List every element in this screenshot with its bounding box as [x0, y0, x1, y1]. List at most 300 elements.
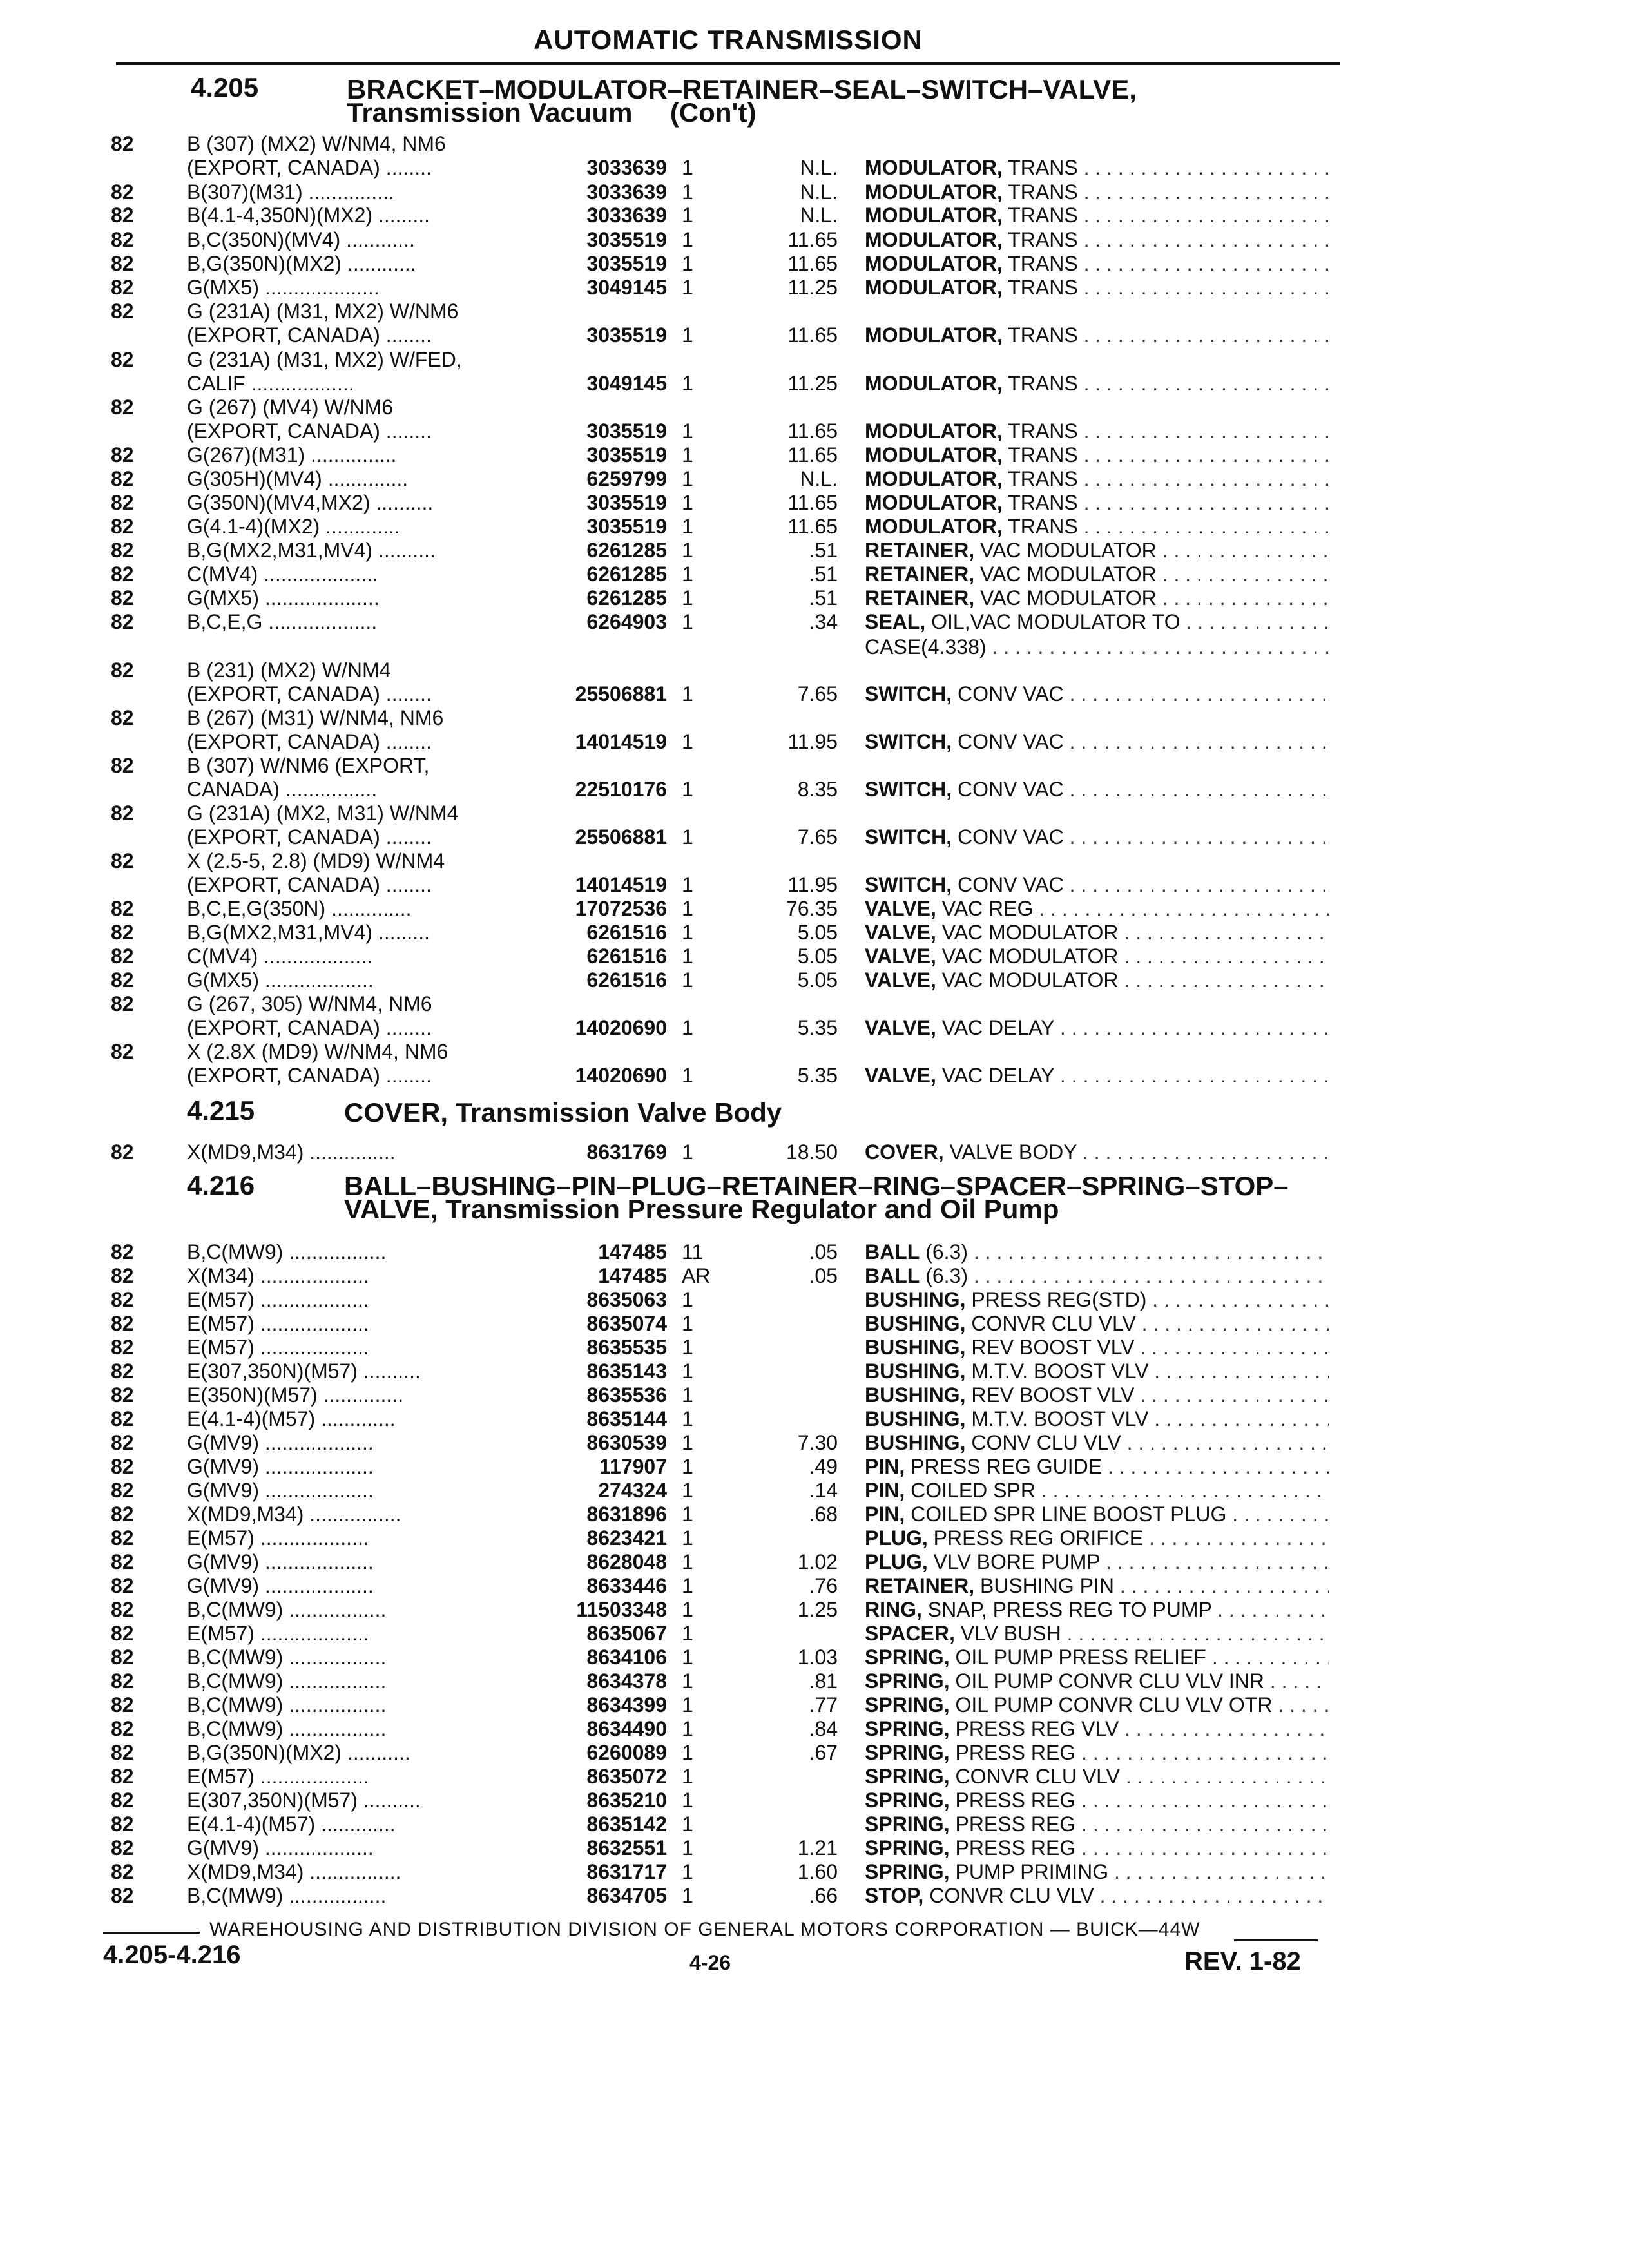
row-model-description: (EXPORT, CANADA) ........	[187, 419, 432, 443]
row-part-name	[865, 1240, 1329, 1264]
row-year: 82	[111, 132, 134, 155]
row-part-number: 8634490	[586, 1717, 667, 1740]
section-number-4215: 4.215	[187, 1095, 255, 1126]
row-part-number: 3035519	[586, 252, 667, 275]
row-price: 1.21	[797, 1836, 838, 1860]
row-part-noun: VALVE,	[865, 897, 936, 920]
row-part-name	[865, 1455, 1329, 1479]
row-year: 82	[111, 1622, 134, 1645]
row-part-qualifier: REV BOOST VLV	[965, 1336, 1135, 1359]
row-part-number: 3033639	[586, 180, 667, 204]
row-quantity: 1	[682, 515, 693, 538]
row-part-noun: SPRING,	[865, 1836, 950, 1860]
row-quantity: 1	[682, 562, 693, 586]
row-model-description: E(M57) ...................	[187, 1312, 369, 1335]
row-quantity: 1	[682, 1812, 693, 1836]
row-model-description: E(4.1-4)(M57) .............	[187, 1407, 396, 1430]
row-part-noun: SPRING,	[865, 1741, 950, 1764]
row-quantity: 1	[682, 1574, 693, 1597]
row-part-noun: VALVE,	[865, 945, 936, 968]
row-part-qualifier: COILED SPR	[905, 1479, 1036, 1502]
row-price: 11.65	[787, 515, 838, 538]
row-part-name	[865, 204, 1329, 227]
row-year: 82	[111, 1431, 134, 1454]
row-year: 82	[111, 1693, 134, 1716]
row-part-number: 3049145	[586, 276, 667, 299]
row-part-number: 8635074	[586, 1312, 667, 1335]
row-price: 11.65	[787, 252, 838, 275]
row-part-number: 11503348	[576, 1598, 667, 1621]
row-part-number: 6260089	[586, 1741, 667, 1764]
row-quantity: 1	[682, 682, 693, 706]
row-part-noun: RETAINER,	[865, 562, 975, 586]
row-price: .51	[809, 586, 838, 610]
row-quantity: AR	[682, 1264, 711, 1287]
row-part-qualifier: VAC MODULATOR	[974, 539, 1157, 562]
row-part-qualifier: TRANS	[1002, 491, 1078, 514]
row-model-description: B,C,E,G ...................	[187, 610, 378, 633]
row-price: 7.65	[797, 682, 838, 706]
row-part-qualifier: VAC DELAY	[936, 1064, 1055, 1087]
row-part-number: 8634705	[586, 1884, 667, 1907]
row-part-qualifier: TRANS	[1002, 372, 1078, 395]
row-part-noun: MODULATOR,	[865, 372, 1003, 395]
row-price: 5.05	[797, 968, 838, 992]
row-year: 82	[111, 1550, 134, 1573]
row-year: 82	[111, 586, 134, 610]
row-part-number: 8635536	[586, 1383, 667, 1407]
row-part-qualifier: OIL PUMP PRESS RELIEF	[949, 1646, 1206, 1669]
row-model-description: B,G(MX2,M31,MV4) ..........	[187, 539, 436, 562]
row-part-qualifier: TRANS	[1002, 443, 1078, 466]
row-model-description: C(MV4) ....................	[187, 562, 378, 586]
row-part-noun: SWITCH,	[865, 873, 952, 896]
row-part-noun: MODULATOR,	[865, 156, 1003, 179]
row-year: 82	[111, 467, 134, 490]
row-part-noun: BUSHING,	[865, 1407, 966, 1430]
row-part-name	[865, 562, 1329, 586]
row-quantity: 1	[682, 443, 693, 466]
row-part-noun: MODULATOR,	[865, 180, 1003, 204]
row-quantity: 1	[682, 968, 693, 992]
row-model-description: X(M34) ...................	[187, 1264, 369, 1287]
row-quantity: 1	[682, 778, 693, 801]
row-price: .67	[809, 1741, 838, 1764]
row-part-name	[865, 467, 1329, 491]
row-part-name	[865, 1064, 1329, 1088]
row-part-noun: MODULATOR,	[865, 467, 1003, 490]
row-model-description: B(4.1-4,350N)(MX2) .........	[187, 204, 430, 227]
row-year: 82	[111, 228, 134, 251]
row-year: 82	[111, 1455, 134, 1478]
row-part-name	[865, 1312, 1329, 1336]
row-part-qualifier: TRANS	[1002, 323, 1078, 347]
row-model-description: B,G(MX2,M31,MV4) .........	[187, 921, 430, 944]
row-model-description: G (267) (MV4) W/NM6	[187, 396, 394, 419]
row-part-qualifier: M.T.V. BOOST VLV	[965, 1407, 1149, 1430]
row-price: .51	[809, 562, 838, 586]
row-quantity: 1	[682, 1646, 693, 1669]
row-part-qualifier: CONV CLU VLV	[965, 1431, 1121, 1454]
row-part-number: 6261285	[586, 586, 667, 610]
row-part-number: 8635067	[586, 1622, 667, 1645]
row-year: 82	[111, 1288, 134, 1311]
row-part-qualifier: BUSHING PIN	[974, 1574, 1114, 1597]
row-model-description: B (231) (MX2) W/NM4	[187, 658, 391, 682]
row-model-description: CALIF ..................	[187, 372, 354, 395]
row-part-qualifier: TRANS	[1002, 180, 1078, 204]
row-model-description: B,C(MW9) .................	[187, 1646, 387, 1669]
row-part-name	[865, 1836, 1329, 1860]
row-year: 82	[111, 396, 134, 419]
row-part-name	[865, 1884, 1329, 1908]
row-model-description: G(267)(M31) ...............	[187, 443, 397, 466]
row-part-qualifier: COILED SPR LINE BOOST PLUG	[905, 1503, 1227, 1526]
row-part-noun: VALVE,	[865, 1016, 936, 1039]
row-part-noun: PLUG,	[865, 1550, 928, 1573]
row-price: 18.50	[786, 1140, 838, 1164]
row-part-qualifier: PRESS REG(STD)	[965, 1288, 1147, 1311]
row-part-qualifier: PRESS REG	[949, 1812, 1076, 1836]
row-part-name	[865, 1431, 1329, 1455]
row-part-name	[865, 323, 1329, 347]
row-quantity: 1	[682, 1336, 693, 1359]
row-price: 11.65	[787, 228, 838, 251]
row-price: 11.65	[787, 443, 838, 466]
row-model-description: G (231A) (M31, MX2) W/FED,	[187, 348, 462, 371]
row-year: 82	[111, 968, 134, 992]
row-part-noun: COVER,	[865, 1140, 944, 1164]
row-year: 82	[111, 1884, 134, 1907]
row-part-qualifier: (6.3)	[920, 1240, 968, 1264]
row-year: 82	[111, 180, 134, 204]
row-part-number: 6261285	[586, 539, 667, 562]
row-quantity: 1	[682, 156, 693, 179]
row-part-number: 8635072	[586, 1765, 667, 1788]
section-title-4205-line1: BRACKET–MODULATOR–RETAINER–SEAL–SWITCH–VALVE,	[347, 74, 1137, 104]
row-part-name	[865, 156, 1329, 180]
row-part-noun: STOP,	[865, 1884, 924, 1907]
row-part-qualifier: TRANS	[1002, 276, 1078, 299]
row-price: 1.60	[797, 1860, 838, 1883]
row-part-qualifier: CONVR CLU VLV	[965, 1312, 1136, 1335]
row-part-qualifier: VAC MODULATOR	[936, 945, 1119, 968]
row-part-noun: BUSHING,	[865, 1431, 966, 1454]
row-part-qualifier: OIL PUMP CONVR CLU VLV OTR	[949, 1693, 1273, 1716]
row-year: 82	[111, 1789, 134, 1812]
row-part-qualifier: PRESS REG ORIFICE	[927, 1526, 1144, 1550]
row-part-name	[865, 276, 1329, 300]
row-quantity: 1	[682, 1669, 693, 1693]
row-year: 82	[111, 1741, 134, 1764]
row-part-name	[865, 1288, 1329, 1312]
row-price: 5.35	[797, 1016, 838, 1039]
row-quantity: 1	[682, 1407, 693, 1430]
row-part-noun: PIN,	[865, 1479, 905, 1502]
row-price: .66	[809, 1884, 838, 1907]
row-model-description: X(MD9,M34) ................	[187, 1503, 401, 1526]
row-part-noun: SPRING,	[865, 1717, 950, 1740]
row-part-number: 3035519	[586, 443, 667, 466]
row-part-qualifier: OIL PUMP CONVR CLU VLV INR	[949, 1669, 1264, 1693]
row-part-number: 8635535	[586, 1336, 667, 1359]
row-model-description: B,C(MW9) .................	[187, 1240, 387, 1264]
row-quantity: 1	[682, 1360, 693, 1383]
row-price: 11.95	[787, 730, 838, 753]
section-title-4216-line2: VALVE, Transmission Pressure Regulator and Oil Pump	[344, 1194, 1059, 1224]
row-price: 1.25	[797, 1598, 838, 1621]
row-part-number: 3035519	[586, 228, 667, 251]
row-quantity: 1	[682, 825, 693, 849]
row-part-noun: SWITCH,	[865, 682, 952, 706]
row-part-number: 147485	[598, 1264, 667, 1287]
row-part-name	[865, 778, 1329, 802]
row-year: 82	[111, 706, 134, 729]
row-part-noun: VALVE,	[865, 1064, 936, 1087]
row-year: 82	[111, 1526, 134, 1550]
row-model-description: G(MV9) ...................	[187, 1455, 374, 1478]
row-part-qualifier: CONV VAC	[952, 730, 1064, 753]
row-model-description: E(307,350N)(M57) ..........	[187, 1789, 421, 1812]
row-part-number: 6261516	[586, 945, 667, 968]
row-part-qualifier: REV BOOST VLV	[965, 1383, 1135, 1407]
row-model-description: E(350N)(M57) ..............	[187, 1383, 404, 1407]
row-year: 82	[111, 1360, 134, 1383]
row-part-noun: RING,	[865, 1598, 922, 1621]
row-part-number: 3033639	[586, 204, 667, 227]
row-price: 11.25	[787, 276, 838, 299]
row-year: 82	[111, 300, 134, 323]
row-model-description: G(MV9) ...................	[187, 1431, 374, 1454]
row-quantity: 1	[682, 491, 693, 514]
row-quantity: 1	[682, 1288, 693, 1311]
row-part-name	[865, 1789, 1329, 1812]
row-part-name	[865, 1383, 1329, 1407]
row-price: N.L.	[800, 156, 838, 179]
row-part-qualifier: OIL,VAC MODULATOR TO	[925, 610, 1181, 633]
row-part-noun: BUSHING,	[865, 1288, 966, 1311]
row-price: .81	[809, 1669, 838, 1693]
row-price: .68	[809, 1503, 838, 1526]
row-part-noun: BUSHING,	[865, 1336, 966, 1359]
section-number-4205: 4.205	[191, 72, 259, 102]
row-part-name	[865, 1264, 1329, 1288]
row-model-description: G(MV9) ...................	[187, 1836, 374, 1860]
row-model-description: E(M57) ...................	[187, 1622, 369, 1645]
row-part-name	[865, 1741, 1329, 1765]
row-model-description: G(MV9) ...................	[187, 1550, 374, 1573]
row-part-qualifier: TRANS	[1002, 467, 1078, 490]
row-model-description: (EXPORT, CANADA) ........	[187, 1016, 432, 1039]
row-model-description: B,C(350N)(MV4) ............	[187, 228, 415, 251]
row-part-noun: MODULATOR,	[865, 515, 1003, 538]
row-year: 82	[111, 1646, 134, 1669]
row-quantity: 1	[682, 1064, 693, 1087]
row-part-qualifier: VAC MODULATOR	[974, 562, 1157, 586]
row-price: 1.03	[797, 1646, 838, 1669]
row-year: 82	[111, 1860, 134, 1883]
row-part-name	[865, 180, 1329, 204]
row-year: 82	[111, 1240, 134, 1264]
row-model-description: B(307)(M31) ...............	[187, 180, 394, 204]
row-part-noun: MODULATOR,	[865, 419, 1003, 443]
row-year: 82	[111, 1765, 134, 1788]
row-year: 82	[111, 1812, 134, 1836]
row-part-number: 8631769	[586, 1140, 667, 1164]
row-model-description: B (307) (MX2) W/NM4, NM6	[187, 132, 446, 155]
row-part-qualifier: TRANS	[1002, 156, 1078, 179]
row-quantity: 1	[682, 873, 693, 896]
row-price: .14	[809, 1479, 838, 1502]
row-part-noun: MODULATOR,	[865, 276, 1003, 299]
row-part-number: 14020690	[575, 1016, 667, 1039]
row-part-name	[865, 682, 1329, 706]
row-part-noun: MODULATOR,	[865, 323, 1003, 347]
row-part-qualifier: VAC REG	[936, 897, 1034, 920]
row-part-noun: RETAINER,	[865, 1574, 975, 1597]
row-quantity: 1	[682, 945, 693, 968]
row-part-qualifier: TRANS	[1002, 204, 1078, 227]
row-part-number: 8635142	[586, 1812, 667, 1836]
row-quantity: 1	[682, 228, 693, 251]
row-part-qualifier: CONV VAC	[952, 682, 1064, 706]
row-part-name	[865, 1717, 1329, 1741]
row-model-description: G(350N)(MV4,MX2) ..........	[187, 491, 434, 514]
row-price: N.L.	[800, 180, 838, 204]
row-part-number: 3035519	[586, 491, 667, 514]
row-model-description: CANADA) ................	[187, 778, 378, 801]
row-part-noun: SPRING,	[865, 1693, 950, 1716]
row-part-name	[865, 1646, 1329, 1669]
row-price: .34	[809, 610, 838, 633]
footer-page-number: 4-26	[689, 1951, 731, 1974]
footer-revision: REV. 1-82	[1184, 1947, 1301, 1975]
row-model-description: X (2.5-5, 2.8) (MD9) W/NM4	[187, 849, 445, 872]
row-part-qualifier: TRANS	[1002, 419, 1078, 443]
row-model-description: B (307) W/NM6 (EXPORT,	[187, 754, 430, 777]
row-model-description: (EXPORT, CANADA) ........	[187, 323, 432, 347]
row-model-description: G(MV9) ...................	[187, 1479, 374, 1502]
page-header: AUTOMATIC TRANSMISSION	[534, 24, 923, 55]
row-part-number: 8623421	[586, 1526, 667, 1550]
row-year: 82	[111, 1264, 134, 1287]
row-part-number: 274324	[598, 1479, 667, 1502]
row-part-number: 8630539	[586, 1431, 667, 1454]
row-price: 11.25	[787, 372, 838, 395]
row-part-number: 117907	[599, 1455, 667, 1478]
row-part-noun: SWITCH,	[865, 778, 952, 801]
row-part-noun: BUSHING,	[865, 1360, 966, 1383]
row-part-noun: MODULATOR,	[865, 228, 1003, 251]
row-year: 82	[111, 992, 134, 1015]
row-year: 82	[111, 443, 134, 466]
row-part-number: 3035519	[586, 419, 667, 443]
row-model-description: (EXPORT, CANADA) ........	[187, 825, 432, 849]
row-part-name	[865, 945, 1329, 968]
row-price: N.L.	[800, 204, 838, 227]
row-part-noun: VALVE,	[865, 921, 936, 944]
row-model-description: G(MV9) ...................	[187, 1574, 374, 1597]
row-model-description: G (231A) (M31, MX2) W/NM6	[187, 300, 459, 323]
row-part-name	[865, 515, 1329, 539]
row-part-number: 8635143	[586, 1360, 667, 1383]
row-part-name	[865, 730, 1329, 754]
row-model-description: E(M57) ...................	[187, 1765, 369, 1788]
row-model-description: X (2.8X (MD9) W/NM4, NM6	[187, 1040, 448, 1063]
row-part-qualifier: PRESS REG VLV	[949, 1717, 1119, 1740]
row-part-noun: PLUG,	[865, 1526, 928, 1550]
row-part-number: 8635210	[586, 1789, 667, 1812]
row-part-name	[865, 372, 1329, 396]
row-price: 11.65	[787, 419, 838, 443]
section-title-4205-line2: Transmission Vacuum (Con't)	[347, 97, 757, 128]
row-quantity: 1	[682, 323, 693, 347]
row-year: 82	[111, 276, 134, 299]
row-quantity: 11	[682, 1240, 704, 1264]
row-part-number: 6261285	[586, 562, 667, 586]
row-model-description: B,C,E,G(350N) ..............	[187, 897, 412, 920]
row-quantity: 1	[682, 252, 693, 275]
row-quantity: 1	[682, 1860, 693, 1883]
row-part-noun: RETAINER,	[865, 539, 975, 562]
row-part-name	[865, 1669, 1329, 1693]
row-year: 82	[111, 658, 134, 682]
row-price: 11.65	[787, 323, 838, 347]
row-price: 7.65	[797, 825, 838, 849]
row-part-number: 8631896	[586, 1503, 667, 1526]
row-year: 82	[111, 1407, 134, 1430]
row-part-noun: SPRING,	[865, 1669, 950, 1693]
row-price: .05	[809, 1264, 838, 1287]
row-quantity: 1	[682, 1431, 693, 1454]
row-part-name	[865, 1693, 1329, 1717]
row-part-name	[865, 873, 1329, 897]
row-part-noun: RETAINER,	[865, 586, 975, 610]
row-model-description: E(307,350N)(M57) ..........	[187, 1360, 421, 1383]
row-part-noun: PIN,	[865, 1503, 905, 1526]
row-part-name	[865, 1526, 1329, 1550]
row-part-qualifier: TRANS	[1002, 515, 1078, 538]
row-part-noun: SEAL,	[865, 610, 926, 633]
row-price: .84	[809, 1717, 838, 1740]
row-quantity: 1	[682, 467, 693, 490]
row-year: 82	[111, 539, 134, 562]
row-part-name	[865, 419, 1329, 443]
row-part-name	[865, 1407, 1329, 1431]
row-year: 82	[111, 562, 134, 586]
row-part-name	[865, 228, 1329, 252]
row-price: 5.35	[797, 1064, 838, 1087]
row-part-name	[865, 897, 1329, 921]
row-part-qualifier: (6.3)	[920, 1264, 968, 1287]
row-part-name	[865, 1860, 1329, 1884]
row-price: 5.05	[797, 921, 838, 944]
row-year: 82	[111, 1336, 134, 1359]
row-quantity: 1	[682, 586, 693, 610]
row-model-description: E(M57) ...................	[187, 1288, 369, 1311]
row-price: 11.65	[787, 491, 838, 514]
row-part-name	[865, 539, 1329, 562]
row-part-name	[865, 921, 1329, 945]
row-year: 82	[111, 252, 134, 275]
row-price: N.L.	[800, 467, 838, 490]
row-part-qualifier: CASE(4.338)	[865, 635, 987, 658]
row-year: 82	[111, 921, 134, 944]
row-model-description: E(M57) ...................	[187, 1336, 369, 1359]
row-part-number: 8628048	[586, 1550, 667, 1573]
row-part-qualifier: VAC DELAY	[936, 1016, 1055, 1039]
header-rule	[116, 62, 1340, 65]
